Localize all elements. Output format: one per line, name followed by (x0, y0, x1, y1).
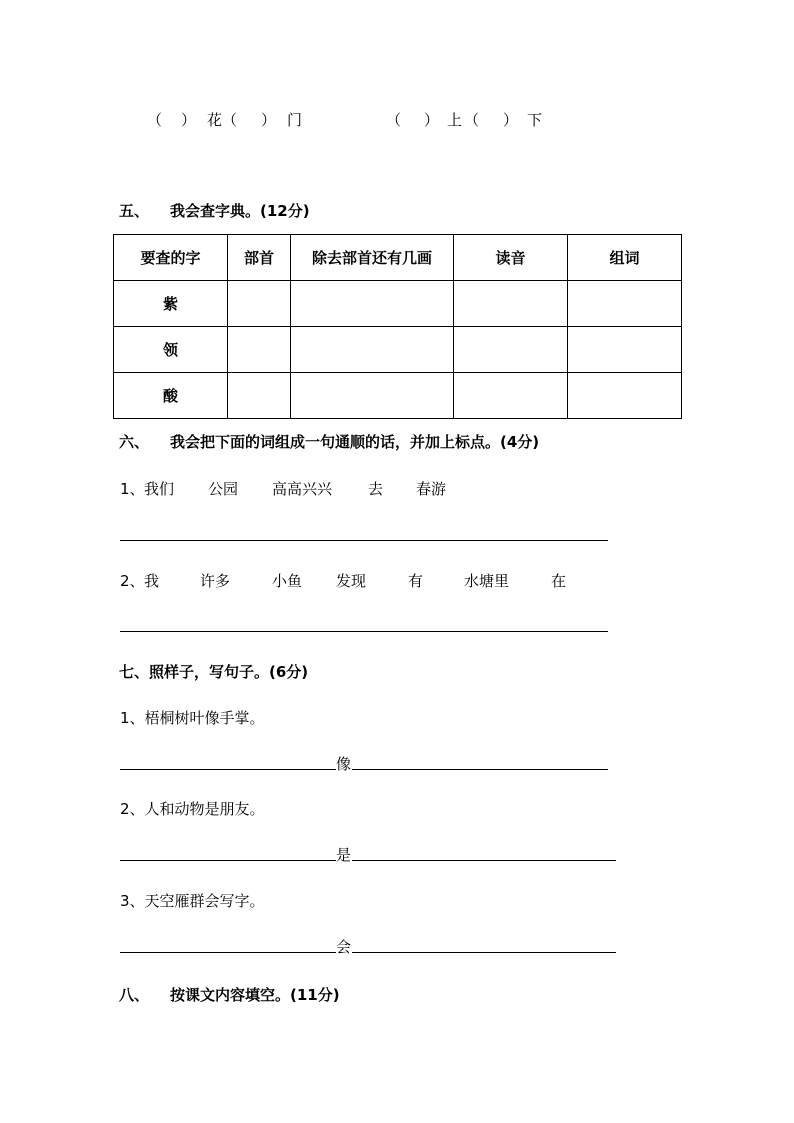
section-number: 五、 (119, 202, 150, 220)
table-header-cell: 部首 (228, 235, 291, 281)
table-row (114, 281, 682, 327)
dictionary-table (113, 234, 682, 419)
fill-char: 花 (207, 111, 223, 129)
word-chip: 公园 (208, 480, 239, 498)
lookup-char-cell: 酸 (114, 373, 228, 419)
section-title: 按课文内容填空。(11分) (170, 986, 340, 1004)
table-header-cell: 除去部首还有几画 (291, 235, 454, 281)
table-header-cell: 要查的字 (114, 235, 228, 281)
fill-open: （ (147, 111, 163, 129)
word-chip: 在 (551, 572, 567, 590)
answer-line[interactable] (120, 769, 336, 770)
fill-open: （ (386, 111, 402, 129)
keyword: 是 (336, 846, 352, 864)
word-chip: 许多 (200, 572, 231, 590)
table-row (114, 373, 682, 419)
word-chip: 高高兴兴 (272, 480, 333, 498)
item-index: 1、 (120, 480, 145, 498)
answer-cell[interactable] (454, 281, 568, 327)
word-chip: 小鱼 (272, 572, 303, 590)
answer-cell[interactable] (291, 327, 454, 373)
table-header-cell: 读音 (454, 235, 568, 281)
answer-line[interactable] (352, 860, 616, 861)
fill-char: 下 (527, 111, 543, 129)
fill-close: ） (261, 111, 277, 129)
word-chip: 春游 (416, 480, 447, 498)
word-chip: 有 (408, 572, 424, 590)
answer-cell[interactable] (454, 373, 568, 419)
answer-cell[interactable] (291, 281, 454, 327)
fill-open: （ (222, 111, 238, 129)
word-chip: 我们 (144, 480, 175, 498)
example-sentence: 3、天空雁群会写字。 (120, 892, 265, 910)
answer-cell[interactable] (568, 373, 682, 419)
answer-line[interactable] (352, 769, 608, 770)
table-header-cell: 组词 (568, 235, 682, 281)
table-row (114, 327, 682, 373)
answer-line[interactable] (120, 631, 608, 632)
answer-line[interactable] (120, 952, 336, 953)
keyword: 会 (336, 938, 352, 956)
section-title: 我会查字典。(12分) (170, 202, 310, 220)
section-title: 我会把下面的词组成一句通顺的话，并加上标点。(4分) (170, 433, 540, 451)
lookup-char-cell: 紫 (114, 281, 228, 327)
word-chip: 我 (144, 572, 160, 590)
fill-close: ） (181, 111, 197, 129)
section-number: 六、 (119, 433, 150, 451)
answer-cell[interactable] (291, 373, 454, 419)
section7-title: 七、照样子，写句子。(6分) (119, 663, 309, 681)
fill-open: （ (464, 111, 480, 129)
lookup-char-cell: 领 (114, 327, 228, 373)
section-number: 八、 (119, 986, 150, 1004)
fill-close: ） (424, 111, 440, 129)
keyword: 像 (336, 755, 352, 773)
answer-cell[interactable] (228, 373, 291, 419)
fill-char: 门 (287, 111, 303, 129)
example-sentence: 1、梧桐树叶像手掌。 (120, 709, 265, 727)
answer-cell[interactable] (454, 327, 568, 373)
answer-cell[interactable] (228, 281, 291, 327)
answer-line[interactable] (120, 540, 608, 541)
answer-line[interactable] (120, 860, 336, 861)
item-index: 2、 (120, 572, 145, 590)
word-chip: 去 (368, 480, 384, 498)
fill-char: 上 (447, 111, 463, 129)
table-header-row (114, 235, 682, 281)
answer-line[interactable] (352, 952, 616, 953)
word-chip: 发现 (336, 572, 367, 590)
answer-cell[interactable] (228, 327, 291, 373)
example-sentence: 2、人和动物是朋友。 (120, 800, 265, 818)
word-chip: 水塘里 (464, 572, 510, 590)
fill-close: ） (503, 111, 519, 129)
answer-cell[interactable] (568, 281, 682, 327)
answer-cell[interactable] (568, 327, 682, 373)
